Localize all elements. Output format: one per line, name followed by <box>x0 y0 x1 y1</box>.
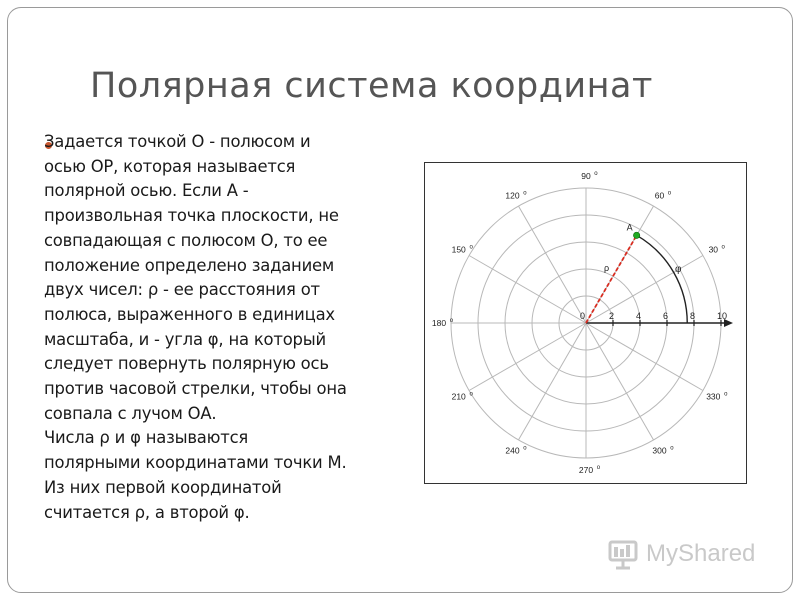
degree-mark: o <box>724 391 728 398</box>
text-line: осью ОР, которая называется <box>44 156 296 176</box>
grid-spoke <box>519 206 587 323</box>
radial-label: 10 <box>717 311 728 321</box>
text-line: полюса, выраженного в единицах <box>44 304 335 324</box>
phi-label: φ <box>675 264 682 275</box>
text-line: масштаба, и - угла φ, на который <box>44 329 326 349</box>
point-a-marker <box>633 232 639 238</box>
angle-label: 210 <box>451 391 466 402</box>
myshared-logo-icon <box>606 536 642 572</box>
text-line: положение определено заданием <box>44 255 335 275</box>
angle-label: 90 <box>581 171 591 181</box>
degree-mark: o <box>523 445 527 452</box>
angle-label: 180 <box>431 318 447 328</box>
radial-label: 2 <box>609 311 615 321</box>
grid-spoke <box>586 323 703 391</box>
text-line: следует повернуть полярную ось <box>44 354 329 374</box>
angle-label: 150 <box>451 244 466 255</box>
polar-diagram <box>424 162 747 484</box>
text-line: двух чисел: ρ - ее расстояния от <box>44 280 320 300</box>
slide-title: Полярная система координат <box>90 66 653 106</box>
text-line: полярной осью. Если А - <box>44 181 249 201</box>
rho-ray <box>586 235 637 323</box>
rho-label: ρ <box>604 263 610 273</box>
degree-mark: o <box>670 445 674 452</box>
text-line: против часовой стрелки, чтобы она <box>44 379 347 399</box>
degree-mark: o <box>596 465 601 471</box>
watermark-text: MyShared <box>646 540 756 567</box>
radial-label: 6 <box>663 311 669 321</box>
radial-label: 0 <box>580 311 586 321</box>
text-line: Из них первой координатой <box>44 477 282 497</box>
radial-label: 4 <box>636 311 642 321</box>
angle-label: 120 <box>505 190 520 201</box>
radial-label: 8 <box>690 311 696 321</box>
degree-mark: o <box>523 190 527 197</box>
grid-spoke <box>586 323 654 440</box>
angle-label: 330 <box>706 391 721 402</box>
polar-svg <box>425 163 748 485</box>
text-line: считается ρ, а второй φ. <box>44 502 250 522</box>
text-line: Числа ρ и φ называются <box>44 428 249 448</box>
grid-spoke <box>519 323 587 440</box>
body-text <box>44 130 404 525</box>
degree-mark: o <box>469 244 473 251</box>
angle-label: 240 <box>505 445 520 456</box>
grid-spoke <box>469 323 586 391</box>
text-line: произвольная точка плоскости, не <box>44 206 339 226</box>
degree-mark: o <box>721 244 725 251</box>
degree-mark: o <box>449 318 454 324</box>
angle-label: 60 <box>654 190 665 201</box>
text-line: Задается точкой О - полюсом и <box>44 132 311 151</box>
text-line: полярными координатами точки М. <box>44 453 347 473</box>
text-line: совпала с лучом ОА. <box>44 403 217 423</box>
watermark <box>606 536 771 572</box>
angle-label: 270 <box>578 465 594 475</box>
point-a-label: A <box>626 222 633 233</box>
degree-mark: o <box>594 171 598 177</box>
degree-mark: o <box>469 391 473 398</box>
text-line: совпадающая с полюсом О, то ее <box>44 230 328 250</box>
degree-mark: o <box>667 190 672 197</box>
grid-spoke <box>469 256 586 324</box>
angle-label: 300 <box>652 445 667 456</box>
angle-label: 30 <box>708 244 719 255</box>
